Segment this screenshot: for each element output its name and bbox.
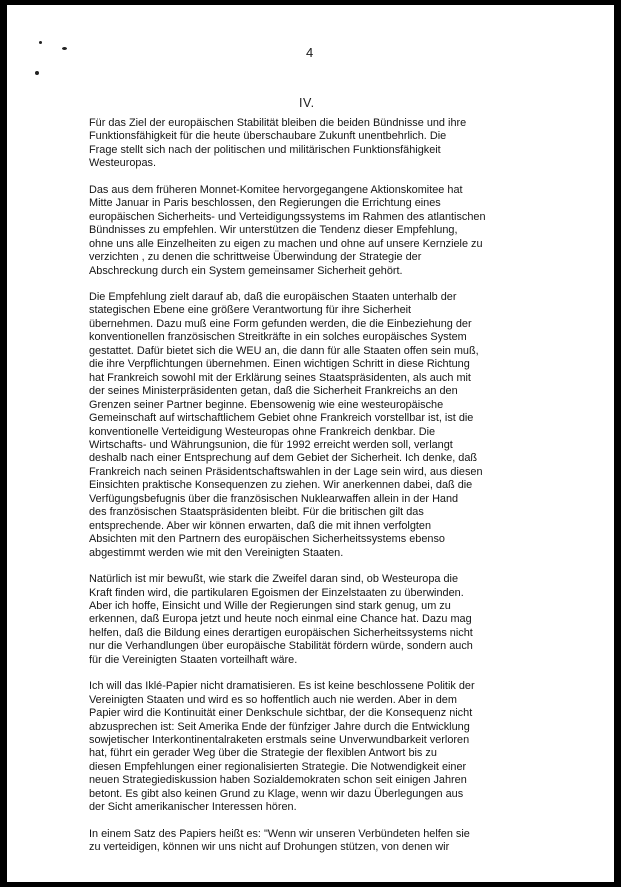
text-line: Einsichten praktische Konsequenzen zu ziehen. Wir anerkennen dabei, daß die xyxy=(89,479,473,492)
text-line: Bündnisses zu empfehlen. Wir unterstützen die Tendenz dieser Empfehlung, xyxy=(89,224,458,237)
body-text xyxy=(89,117,555,855)
paragraph xyxy=(89,117,555,171)
text-line: deshalb nach einer Entsprechung auf dem Gebiet der Sicherheit. Ich denke, daß xyxy=(89,452,478,465)
text-line: der Sicht amerikanischer Interessen hören. xyxy=(89,801,297,814)
text-line: stategischen Ebene eine größere Verantwortung für ihre Sicherheit xyxy=(89,304,412,317)
text-line: für die Vereinigten Staaten vorteilhaft wäre. xyxy=(89,653,298,666)
scan-speck xyxy=(35,71,39,75)
text-line: Natürlich ist mir bewußt, wie stark die Zweifel daran sind, ob Westeuropa die xyxy=(89,573,459,586)
text-line: Ich will das Iklé-Papier nicht dramatisieren. Es ist keine beschlossene Politik der xyxy=(89,680,475,693)
text-line: erkennen, daß Europa jetzt und heute noch einmal eine Chance hat. Dazu mag xyxy=(89,613,472,626)
text-line: konventionellen französischen Streitkräfte in ein solches europäisches System xyxy=(89,331,467,344)
text-line: Gemeinschaft auf wirtschaftlichem Gebiet ohne Frankreich vorstellbar ist, ist die xyxy=(89,412,474,425)
paragraph xyxy=(89,680,555,815)
text-line: betont. Es gibt also keinen Grund zu Klage, wenn wir dazu Überlegungen aus xyxy=(89,787,464,800)
text-line: Vereinigten Staaten und wird es so hoffentlich auch nie werden. Aber in dem xyxy=(89,693,457,706)
text-line: hat Frankreich sowohl mit der Erklärung seines Staatspräsidenten, als auch mit xyxy=(89,371,471,384)
text-line: europäischen Sicherheits- und Verteidigungssystems im Rahmen des atlantischen xyxy=(89,210,486,223)
section-heading: IV. xyxy=(299,96,315,110)
text-line: Grenzen seiner Partner beginne. Ebensowenig wie eine westeuropäische xyxy=(89,398,444,411)
text-line: helfen, daß die Bildung eines derartigen europäischen Sicherheitssystems nicht xyxy=(89,626,473,639)
paragraph xyxy=(89,291,555,560)
text-line: Aber ich hoffe, Einsicht und Wille der Regierungen sind stark genug, um zu xyxy=(89,599,451,612)
text-line: Papier wird die Kontinuität einer Denkschule sichtbar, der die Konsequenz nicht xyxy=(89,707,473,720)
text-line: Kraft finden wird, die partikularen Egoismen der Einzelstaaten zu überwinden. xyxy=(89,586,464,599)
text-line: abgestimmt werden wie mit den Vereinigten Staaten. xyxy=(89,546,344,559)
text-line: Absichten mit den Partnern des europäischen Sicherheitssystems ebenso xyxy=(89,533,445,546)
paragraph xyxy=(89,828,555,855)
text-line: In einem Satz des Papiers heißt es: "Wenn wir unseren Verbündeten helfen sie xyxy=(89,827,470,840)
text-line: Das aus dem früheren Monnet-Komitee hervorgegangene Aktionskomitee hat xyxy=(89,183,463,196)
text-line: Funktionsfähigkeit für die heute überschaubare Zukunft unentbehrlich. Die xyxy=(89,130,447,143)
text-line: verzichten , zu denen die schrittweise Überwindung der Strategie der xyxy=(89,251,422,264)
text-line: entsprechende. Aber wir können erwarten, daß die mit ihnen verfolgten xyxy=(89,519,432,532)
text-line: Wirtschafts- und Währungsunion, die für 1992 erreicht werden soll, verlangt xyxy=(89,438,453,451)
scan-speck xyxy=(39,41,42,44)
text-line: Frage stellt sich nach der politischen und militärischen Funktionsfähigkeit xyxy=(89,143,441,156)
text-line: der seines Ministerpräsidenten getan, daß die Sicherheit Frankreichs an den xyxy=(89,385,458,398)
text-line: ohne uns alle Einzelheiten zu eigen zu machen und ohne auf unsere Kernziele zu xyxy=(89,237,483,250)
text-line: nur die Verhandlungen über europäische Stabilität fördern würde, sondern auch xyxy=(89,640,473,653)
text-line: hat, führt ein gerader Weg über die Strategie der flexiblen Antwort bis zu xyxy=(89,747,437,760)
text-line: Mitte Januar in Paris beschlossen, den Regierungen die Errichtung eines xyxy=(89,197,441,210)
text-line: übernehmen. Dazu muß eine Form gefunden werden, die die Einbeziehung der xyxy=(89,317,472,330)
text-line: Frankreich nach seinen Präsidentschaftswahlen in der Lage sein wird, aus diesen xyxy=(89,465,483,478)
text-line: zu verteidigen, können wir uns nicht auf Drohungen stützen, von denen wir xyxy=(89,841,450,854)
scan-speck xyxy=(62,47,67,50)
text-line: Für das Ziel der europäischen Stabilität bleiben die beiden Bündnisse und ihre xyxy=(89,117,467,129)
paragraph xyxy=(89,184,555,278)
text-line: Verfügungsbefugnis über die französischen Nuklearwaffen allein in der Hand xyxy=(89,492,459,505)
text-line: Die Empfehlung zielt darauf ab, daß die europäischen Staaten unterhalb der xyxy=(89,290,457,303)
page-number: 4 xyxy=(306,45,314,60)
text-line: des französischen Staatspräsidenten bleibt. Für die britischen gilt das xyxy=(89,506,424,519)
text-line: Westeuropas. xyxy=(89,157,156,170)
text-line: gestattet. Dafür bietet sich die WEU an, die dann für alle Staaten offen sein muß, xyxy=(89,344,479,357)
text-line: diesen Empfehlungen einer regionalisierten Strategie. Die Notwendigkeit einer xyxy=(89,760,467,773)
text-line: die ihre Verpflichtungen übernehmen. Einen wichtigen Schritt in diese Richtung xyxy=(89,358,470,371)
paragraph xyxy=(89,573,555,667)
text-line: konventionelle Verteidigung Westeuropas ohne Frankreich denkbar. Die xyxy=(89,425,436,438)
document-page xyxy=(7,5,614,882)
text-line: sowjetischer Interkontinentalraketen erstmals seine Unverwundbarkeit verloren xyxy=(89,734,470,747)
text-line: neuen Strategiediskussion haben Sozialdemokraten schon seit einigen Jahren xyxy=(89,774,467,787)
text-line: Abschreckung durch ein System gemeinsamer Sicherheit gehört. xyxy=(89,264,403,277)
text-line: abzusprechen ist: Seit Amerika Ende der fünfziger Jahre durch die Entwicklung xyxy=(89,720,470,733)
